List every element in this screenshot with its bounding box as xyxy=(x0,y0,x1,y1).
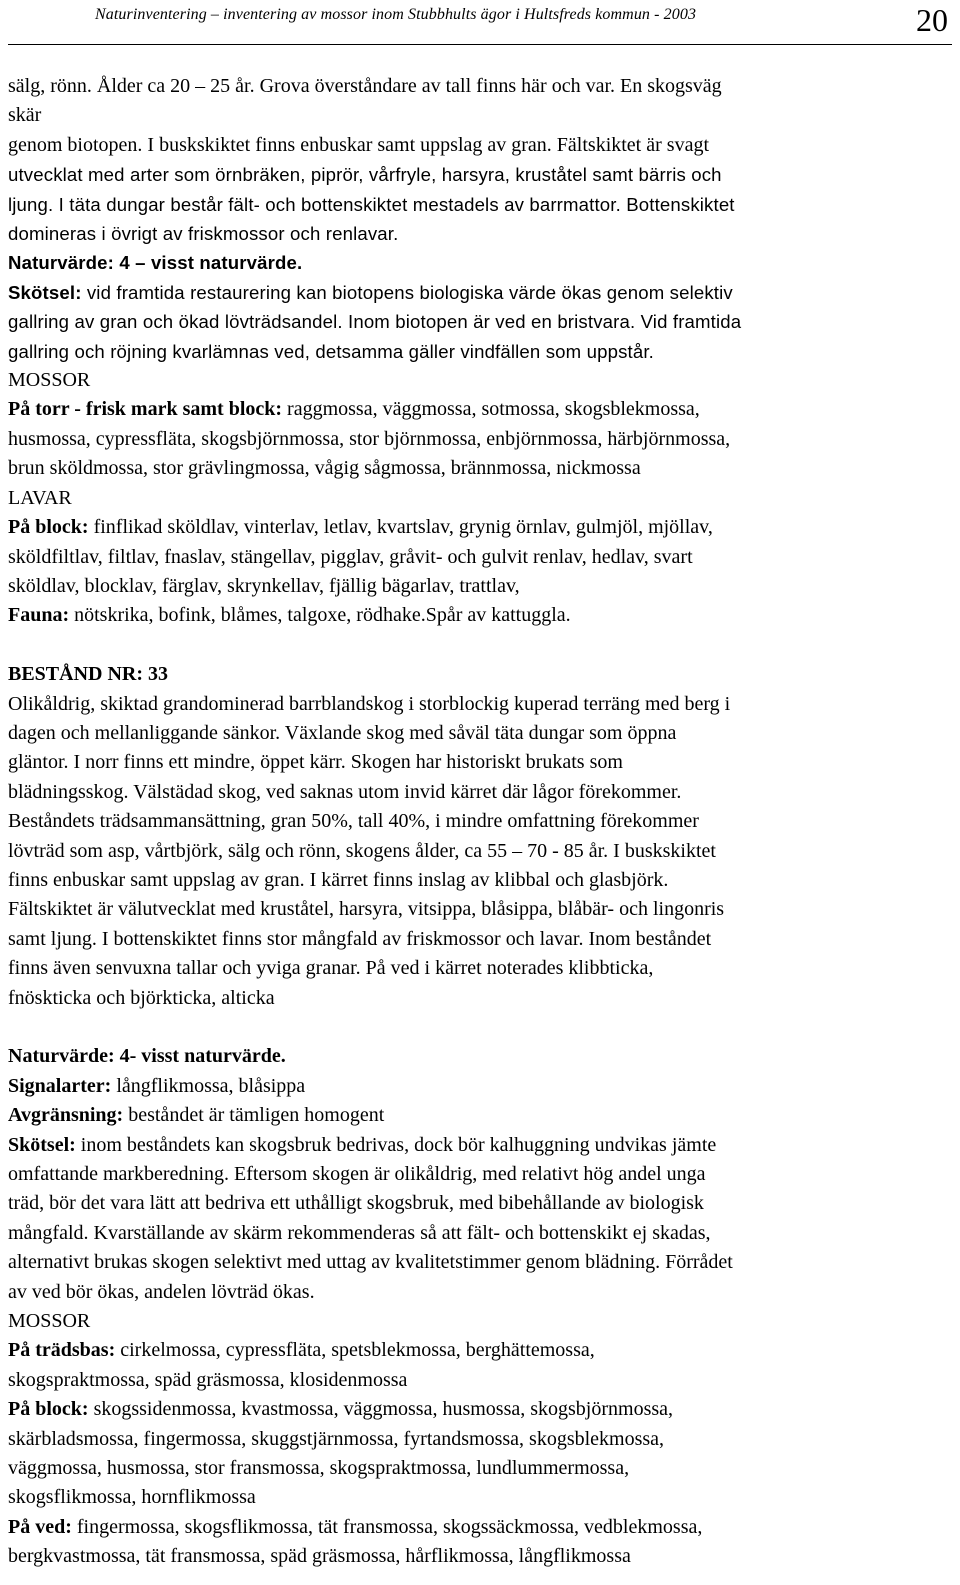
page-number: 20 xyxy=(916,2,948,38)
body-line: väggmossa, husmossa, stor fransmossa, skogspraktmossa, lundlummermossa, xyxy=(8,1457,630,1480)
body-line: samt ljung. I bottenskiktet finns stor mångfald av friskmossor och lavar. Inom beståndet xyxy=(8,927,712,950)
body-line: genom biotopen. I buskskiktet finns enbuskar samt uppslag av gran. Fältskiktet är svagt xyxy=(8,133,709,156)
skotsel-label: Skötsel: xyxy=(8,281,82,303)
body-line: alternativt brukas skogen selektivt med uttag av kvalitetstimmer genom blädning. Förrådet xyxy=(8,1251,733,1274)
body-line: dagen och mellanliggande sänkor. Växlande skog med såväl täta dungar som öppna xyxy=(8,721,677,744)
header-divider xyxy=(8,44,952,45)
body-line: sköldfiltlav, filtlav, fnaslav, stängellav, pigglav, gråvit- och gulvit renlav, hedlav, svart xyxy=(8,545,693,568)
body-line: träd, bör det vara lätt att bedriva ett uthålligt skogsbruk, med bibehållande av biologisk xyxy=(8,1192,704,1215)
lavar-text: finflikad sköldlav, vinterlav, letlav, kvartslav, grynig örnlav, gulmjöl, mjöllav, xyxy=(88,516,713,539)
block-label: På block: xyxy=(8,1398,89,1421)
fauna-text: nötskrika, bofink, blåmes, talgoxe, rödhake.Spår av kattuggla. xyxy=(69,604,571,627)
block-line xyxy=(8,1395,952,1424)
lavar-line xyxy=(8,513,952,542)
signalarter-text: långflikmossa, blåsippa xyxy=(111,1074,306,1097)
ved-label: På ved: xyxy=(8,1515,72,1538)
body-line: omfattande markberedning. Eftersom skogen är olikåldrig, med relativt hög andel unga xyxy=(8,1163,706,1185)
skotsel-text: inom beståndets kan skogsbruk bedrivas, dock bör kalhuggning undvikas jämte xyxy=(75,1133,717,1156)
avgransning-text: beståndet är tämligen homogent xyxy=(123,1104,385,1127)
body-line: skärbladsmossa, fingermossa, skuggstjärnmossa, fyrtandsmossa, skogsblekmossa, xyxy=(8,1427,665,1450)
body-line: fnöskticka och björkticka, alticka xyxy=(8,986,275,1009)
body-line: domineras i övrigt av friskmossor och renlavar. xyxy=(8,223,399,245)
document-body xyxy=(8,72,952,1572)
skotsel-line xyxy=(8,278,952,307)
fauna-line xyxy=(8,601,952,630)
body-line: gallring och röjning kvarlämnas ved, detsamma gäller vindfällen som uppstår. xyxy=(8,340,654,362)
body-line: Fältskiktet är välutvecklat med kruståtel, harsyra, vitsippa, blåsippa, blåbär- och lingonris xyxy=(8,898,725,921)
body-line: finns enbuskar samt uppslag av gran. I kärret finns inslag av klibbal och glasbjörk. xyxy=(8,868,669,891)
spacer xyxy=(8,1013,952,1042)
body-line: skogsflikmossa, hornflikmossa xyxy=(8,1486,256,1509)
tradsbas-line xyxy=(8,1336,952,1365)
body-line: Olikåldrig, skiktad grandominerad barrblandskog i storblockig kuperad terräng med berg i xyxy=(8,692,731,715)
body-line: husmossa, cypressfläta, skogsbjörnmossa, stor björnmossa, enbjörnmossa, härbjörnmossa, xyxy=(8,427,731,450)
body-line: gallring av gran och ökad lövträdsandel. Inom biotopen är ved en bristvara. Vid framtida xyxy=(8,311,742,333)
naturvarde-line: Naturvärde: 4 – visst naturvärde. xyxy=(8,252,303,274)
spacer xyxy=(8,631,952,660)
body-line: ljung. I täta dungar består fält- och bottenskiktet mestadels av barrmattor. Bottenskiktet xyxy=(8,193,735,215)
mossor-heading: MOSSOR xyxy=(8,369,91,392)
body-line: brun sköldmossa, stor grävlingmossa, vågig sågmossa, brännmossa, nickmossa xyxy=(8,457,641,480)
signalarter-line xyxy=(8,1072,952,1101)
lavar-label: På block: xyxy=(8,516,89,539)
body-line: sälg, rönn. Ålder ca 20 – 25 år. Grova överståndare av tall finns här och var. En skogsväg xyxy=(8,75,722,97)
body-line: sköldlav, blocklav, färglav, skrynkellav, fjällig bägarlav, trattlav, xyxy=(8,574,520,597)
tradsbas-text: cirkelmossa, cypressfläta, spetsblekmossa, berghättemossa, xyxy=(115,1339,595,1362)
body-line: gläntor. I norr finns ett mindre, öppet kärr. Skogen har historiskt brukats som xyxy=(8,751,623,774)
avgransning-label: Avgränsning: xyxy=(8,1104,124,1127)
skotsel-label: Skötsel: xyxy=(8,1133,76,1156)
running-header-title: Naturinventering – inventering av mossor inom Stubbhults ägor i Hultsfreds kommun - 2003 xyxy=(95,6,697,23)
body-line: skär xyxy=(8,104,42,127)
block-text: skogssidenmossa, kvastmossa, väggmossa, husmossa, skogsbjörnmossa, xyxy=(88,1398,674,1421)
naturvarde-line: Naturvärde: 4- visst naturvärde. xyxy=(8,1045,286,1068)
mossor-heading: MOSSOR xyxy=(8,1310,91,1333)
lavar-heading: LAVAR xyxy=(8,486,72,509)
bestand-heading: BESTÅND NR: 33 xyxy=(8,663,169,686)
skotsel-text: vid framtida restaurering kan biotopens biologiska värde ökas genom selektiv xyxy=(81,281,733,303)
body-line: utvecklat med arter som örnbräken, piprör, vårfryle, harsyra, kruståtel samt bärris och xyxy=(8,164,722,186)
mossor-text: raggmossa, väggmossa, sotmossa, skogsblekmossa, xyxy=(282,398,700,421)
page-header xyxy=(0,0,960,50)
mossor-line xyxy=(8,395,952,424)
signalarter-label: Signalarter: xyxy=(8,1074,112,1097)
ved-text: fingermossa, skogsflikmossa, tät fransmossa, skogssäckmossa, vedblekmossa, xyxy=(71,1515,703,1538)
avgransning-line xyxy=(8,1101,952,1130)
tradsbas-label: På trädsbas: xyxy=(8,1339,116,1362)
mossor-label: På torr - frisk mark samt block: xyxy=(8,398,283,421)
body-line: av ved bör ökas, andelen lövträd ökas. xyxy=(8,1280,315,1303)
ved-line xyxy=(8,1513,952,1542)
skotsel-line xyxy=(8,1131,952,1160)
body-line: Beståndets trädsammansättning, gran 50%, tall 40%, i mindre omfattning förekommer xyxy=(8,810,699,833)
body-line: lövträd som asp, vårtbjörk, sälg och rönn, skogens ålder, ca 55 – 70 - 85 år. I buskskiktet xyxy=(8,839,716,862)
body-line: skogspraktmossa, späd gräsmossa, klosidenmossa xyxy=(8,1368,408,1391)
body-line: mångfald. Kvarställande av skärm rekommenderas så att fält- och bottenskikt ej skadas, xyxy=(8,1221,711,1244)
body-line: blädningsskog. Välstädad skog, ved saknas utom invid kärret där lågor förekommer. xyxy=(8,780,682,803)
fauna-label: Fauna: xyxy=(8,604,70,627)
body-line: bergkvastmossa, tät fransmossa, späd gräsmossa, hårflikmossa, långflikmossa xyxy=(8,1545,631,1568)
body-line: finns även senvuxna tallar och yviga granar. På ved i kärret noterades klibbticka, xyxy=(8,957,654,980)
